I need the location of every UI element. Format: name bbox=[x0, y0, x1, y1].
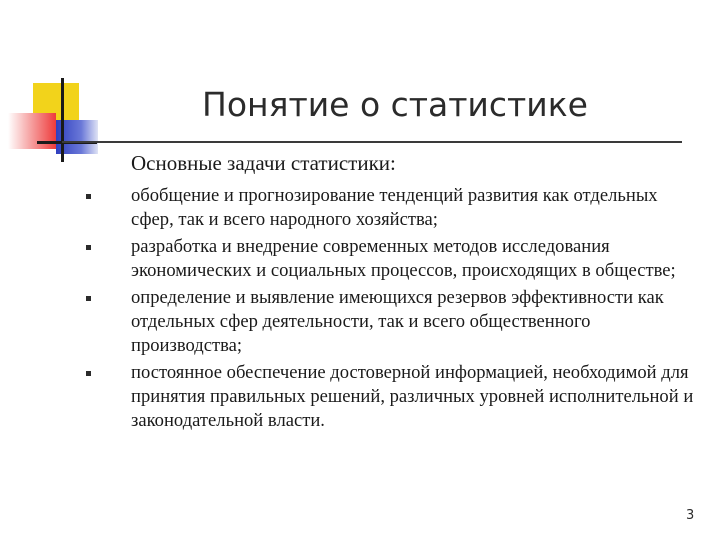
list-item-text: разработка и внедрение современных методов исследования экономических и социальных процессов, происходящих в обществе; bbox=[131, 236, 676, 281]
bullet-icon bbox=[86, 245, 91, 250]
list-item-text: постоянное обеспечение достоверной информацией, необходимой для принятия правильных решений, различных уровней исполнительной и законодательной власти. bbox=[131, 362, 694, 431]
bullet-icon bbox=[86, 296, 91, 301]
list-item bbox=[0, 361, 720, 433]
slide-subtitle: Основные задачи статистики: bbox=[131, 151, 396, 175]
page-number: 3 bbox=[686, 508, 695, 523]
title-divider bbox=[62, 141, 682, 143]
bullet-icon bbox=[86, 194, 91, 199]
slide-title: Понятие о статистике bbox=[202, 85, 588, 124]
list-item-text: определение и выявление имеющихся резервов эффективности как отдельных сфер деятельности, так и всего общественного производства; bbox=[131, 287, 664, 356]
bullet-list bbox=[0, 184, 720, 436]
list-item bbox=[0, 286, 720, 358]
list-item-text: обобщение и прогнозирование тенденций развития как отдельных сфер, так и всего народного хозяйства; bbox=[131, 185, 658, 230]
bullet-icon bbox=[86, 371, 91, 376]
list-item bbox=[0, 184, 720, 232]
list-item bbox=[0, 235, 720, 283]
logo-vertical-line bbox=[61, 78, 64, 162]
decorative-logo bbox=[0, 0, 110, 170]
